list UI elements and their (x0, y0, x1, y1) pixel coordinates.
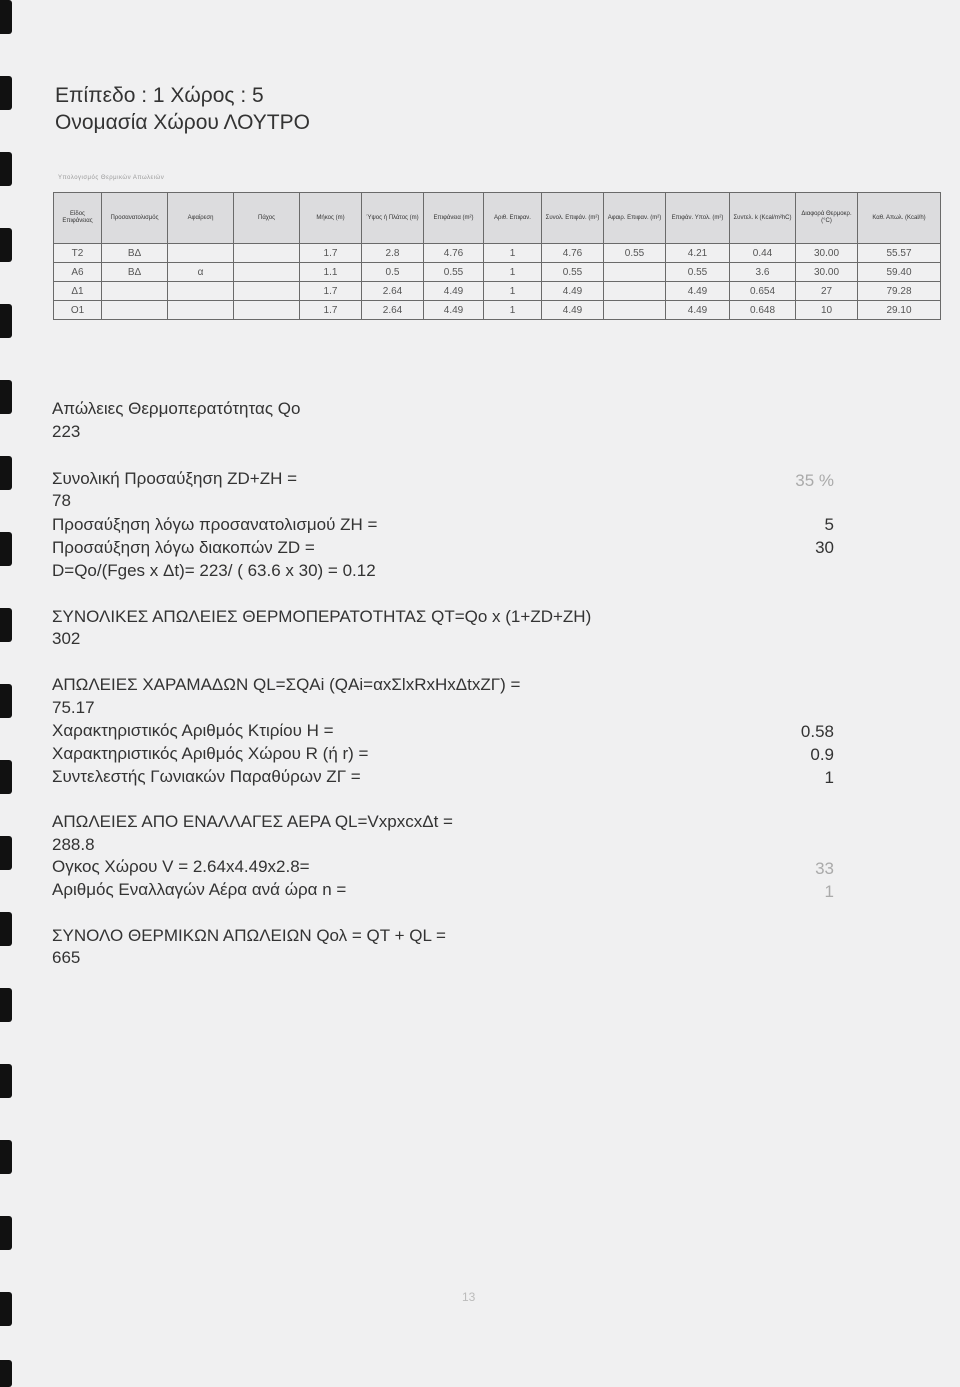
table-cell: 4.49 (666, 282, 730, 301)
qo-value: 223 (52, 422, 81, 441)
binding-hole (0, 608, 12, 642)
table-cell (604, 301, 666, 320)
column-header: Επιφάν. Υπολ. (m²) (666, 193, 730, 244)
table-cell: 59.40 (858, 263, 941, 282)
column-header: Προσανατολισμός (102, 193, 168, 244)
binding-hole (0, 152, 12, 186)
table-cell: ΒΔ (102, 244, 168, 263)
table-cell (102, 282, 168, 301)
table-cell: 4.49 (542, 301, 604, 320)
table-header-row (54, 193, 941, 244)
total-increase-value: 78 (52, 491, 71, 510)
column-header: Ύψος ή Πλάτος (m) (362, 193, 424, 244)
ql-value: 75.17 (52, 698, 95, 717)
zg-label: Συντελεστής Γωνιακών Παραθύρων ZΓ = (52, 767, 361, 786)
column-header: Πάχος (234, 193, 300, 244)
binding-hole (0, 1292, 12, 1326)
table-cell: 1 (484, 263, 542, 282)
binding-hole (0, 684, 12, 718)
table-cell: 4.49 (542, 282, 604, 301)
qt-value: 302 (52, 629, 81, 648)
table-cell: O1 (54, 301, 102, 320)
table-cell: 1.1 (300, 263, 362, 282)
total-increase-percent: 35 % (795, 471, 834, 490)
column-header: Μήκος (m) (300, 193, 362, 244)
table-cell: 4.76 (542, 244, 604, 263)
total-increase-label: Συνολική Προσαύξηση ZD+ZH = (52, 469, 298, 488)
binding-hole (0, 76, 12, 110)
level-room-heading: Επίπεδο : 1 Χώρος : 5 (55, 84, 264, 107)
column-header: Είδος Επιφάνειας (54, 193, 102, 244)
room-name-heading: Ονομασία Χώρου ΛΟΥΤΡΟ (55, 111, 310, 134)
table-cell: Δ1 (54, 282, 102, 301)
table-row (54, 263, 941, 282)
binding-hole (0, 1216, 12, 1250)
qt-label: ΣΥΝΟΛΙΚΕΣ ΑΠΩΛΕΙΕΣ ΘΕΡΜΟΠΕΡΑΤΟΤΗΤΑΣ QT=Qo x (1+ZD+ZH) (52, 607, 592, 626)
table-cell: 0.44 (730, 244, 796, 263)
table-cell: 30.00 (796, 244, 858, 263)
ql-label: ΑΠΩΛΕΙΕΣ ΧΑΡΑΜΑΔΩΝ QL=ΣQAi (QAi=αxΣlxRxHxΔtxZΓ) = (52, 675, 521, 694)
column-header: Καθ. Απωλ. (Kcal/h) (858, 193, 941, 244)
binding-hole (0, 988, 12, 1022)
total-losses-value: 665 (52, 948, 81, 967)
table-cell: 2.64 (362, 282, 424, 301)
table-cell: 1 (484, 244, 542, 263)
exchanges-value: 1 (824, 882, 834, 901)
h-label: Χαρακτηριστικός Αριθμός Κτιρίου H = (52, 721, 334, 740)
air-exchange-label: ΑΠΩΛΕΙΕΣ ΑΠΟ ΕΝΑΛΛΑΓΕΣ ΑΕΡΑ QL=VxpxcxΔt = (52, 812, 453, 831)
table-cell: 4.76 (424, 244, 484, 263)
table-cell: 0.648 (730, 301, 796, 320)
table-cell: 4.49 (666, 301, 730, 320)
binding-hole (0, 1140, 12, 1174)
binding-hole (0, 228, 12, 262)
table-cell: 0.55 (604, 244, 666, 263)
d-formula: D=Qo/(Fges x Δt)= 223/ ( 63.6 x 30) = 0.12 (52, 561, 376, 580)
table-row (54, 301, 941, 320)
table-cell: 4.49 (424, 301, 484, 320)
column-header: Συντελ. k (Kcal/m²hC) (730, 193, 796, 244)
column-header: Διαφορά Θερμοκρ. (°C) (796, 193, 858, 244)
table-cell (234, 244, 300, 263)
column-header: Αριθ. Επιφαν. (484, 193, 542, 244)
table-cell: 2.64 (362, 301, 424, 320)
table-cell: 29.10 (858, 301, 941, 320)
table-cell: 1.7 (300, 301, 362, 320)
binding-hole (0, 1064, 12, 1098)
table-cell: 0.55 (542, 263, 604, 282)
table-cell (168, 301, 234, 320)
table-cell: 2.8 (362, 244, 424, 263)
table-cell: 0.55 (424, 263, 484, 282)
table-cell: 0.55 (666, 263, 730, 282)
table-cell: A6 (54, 263, 102, 282)
qo-label: Απώλειες Θερμοπερατότητας Qo (52, 399, 301, 418)
table-cell: 10 (796, 301, 858, 320)
column-header: Αφαίρεση (168, 193, 234, 244)
table-row (54, 282, 941, 301)
table-cell: 4.49 (424, 282, 484, 301)
table-cell: ΒΔ (102, 263, 168, 282)
binding-hole (0, 304, 12, 338)
table-cell: 0.654 (730, 282, 796, 301)
h-value: 0.58 (800, 722, 834, 741)
binding-hole (0, 532, 12, 566)
table-cell: 1 (484, 282, 542, 301)
binding-hole (0, 0, 12, 34)
volume-label: Ογκος Χώρου V = 2.64x4.49x2.8= (52, 857, 310, 876)
exchanges-label: Αριθμός Εναλλαγών Αέρα ανά ώρα n = (52, 880, 347, 899)
table-cell (168, 282, 234, 301)
binding-hole (0, 456, 12, 490)
total-losses-label: ΣΥΝΟΛΟ ΘΕΡΜΙΚΩΝ ΑΠΩΛΕΙΩΝ Qολ = QT + QL = (52, 926, 446, 945)
table-cell (234, 301, 300, 320)
heat-loss-table (53, 192, 941, 320)
column-header: Επιφάνεια (m²) (424, 193, 484, 244)
zg-value: 1 (824, 768, 834, 787)
table-cell: 3.6 (730, 263, 796, 282)
air-exchange-value: 288.8 (52, 835, 95, 854)
table-cell: 27 (796, 282, 858, 301)
page-number: 13 (462, 1290, 476, 1304)
table-row (54, 244, 941, 263)
table-cell (234, 282, 300, 301)
orientation-increase-value: 5 (824, 515, 834, 534)
binding-hole (0, 836, 12, 870)
table-cell: 1.7 (300, 244, 362, 263)
table-cell: 4.21 (666, 244, 730, 263)
orientation-increase-label: Προσαύξηση λόγω προσανατολισμού ZH = (52, 515, 378, 534)
interruption-increase-value: 30 (815, 538, 834, 557)
table-caption: Υπολογισμός Θερμικών Απωλειών (58, 175, 165, 181)
table-cell: α (168, 263, 234, 282)
binding-hole (0, 1360, 12, 1387)
binding-hole (0, 912, 12, 946)
table-cell (604, 263, 666, 282)
r-value: 0.9 (810, 745, 834, 764)
volume-value: 33 (815, 859, 834, 878)
table-cell: 0.5 (362, 263, 424, 282)
r-label: Χαρακτηριστικός Αριθμός Χώρου R (ή r) = (52, 744, 369, 763)
table-cell: T2 (54, 244, 102, 263)
table-cell (102, 301, 168, 320)
table-cell: 30.00 (796, 263, 858, 282)
table-cell: 1 (484, 301, 542, 320)
table-cell (168, 244, 234, 263)
column-header: Αφαιρ. Επιφαν. (m²) (604, 193, 666, 244)
interruption-increase-label: Προσαύξηση λόγω διακοπών ZD = (52, 538, 315, 557)
table-cell: 1.7 (300, 282, 362, 301)
table-cell (604, 282, 666, 301)
column-header: Συνολ. Επιφάν. (m²) (542, 193, 604, 244)
binding-hole (0, 380, 12, 414)
binding-holes (0, 0, 14, 1387)
table-cell: 55.57 (858, 244, 941, 263)
table-cell (234, 263, 300, 282)
table-cell: 79.28 (858, 282, 941, 301)
binding-hole (0, 760, 12, 794)
